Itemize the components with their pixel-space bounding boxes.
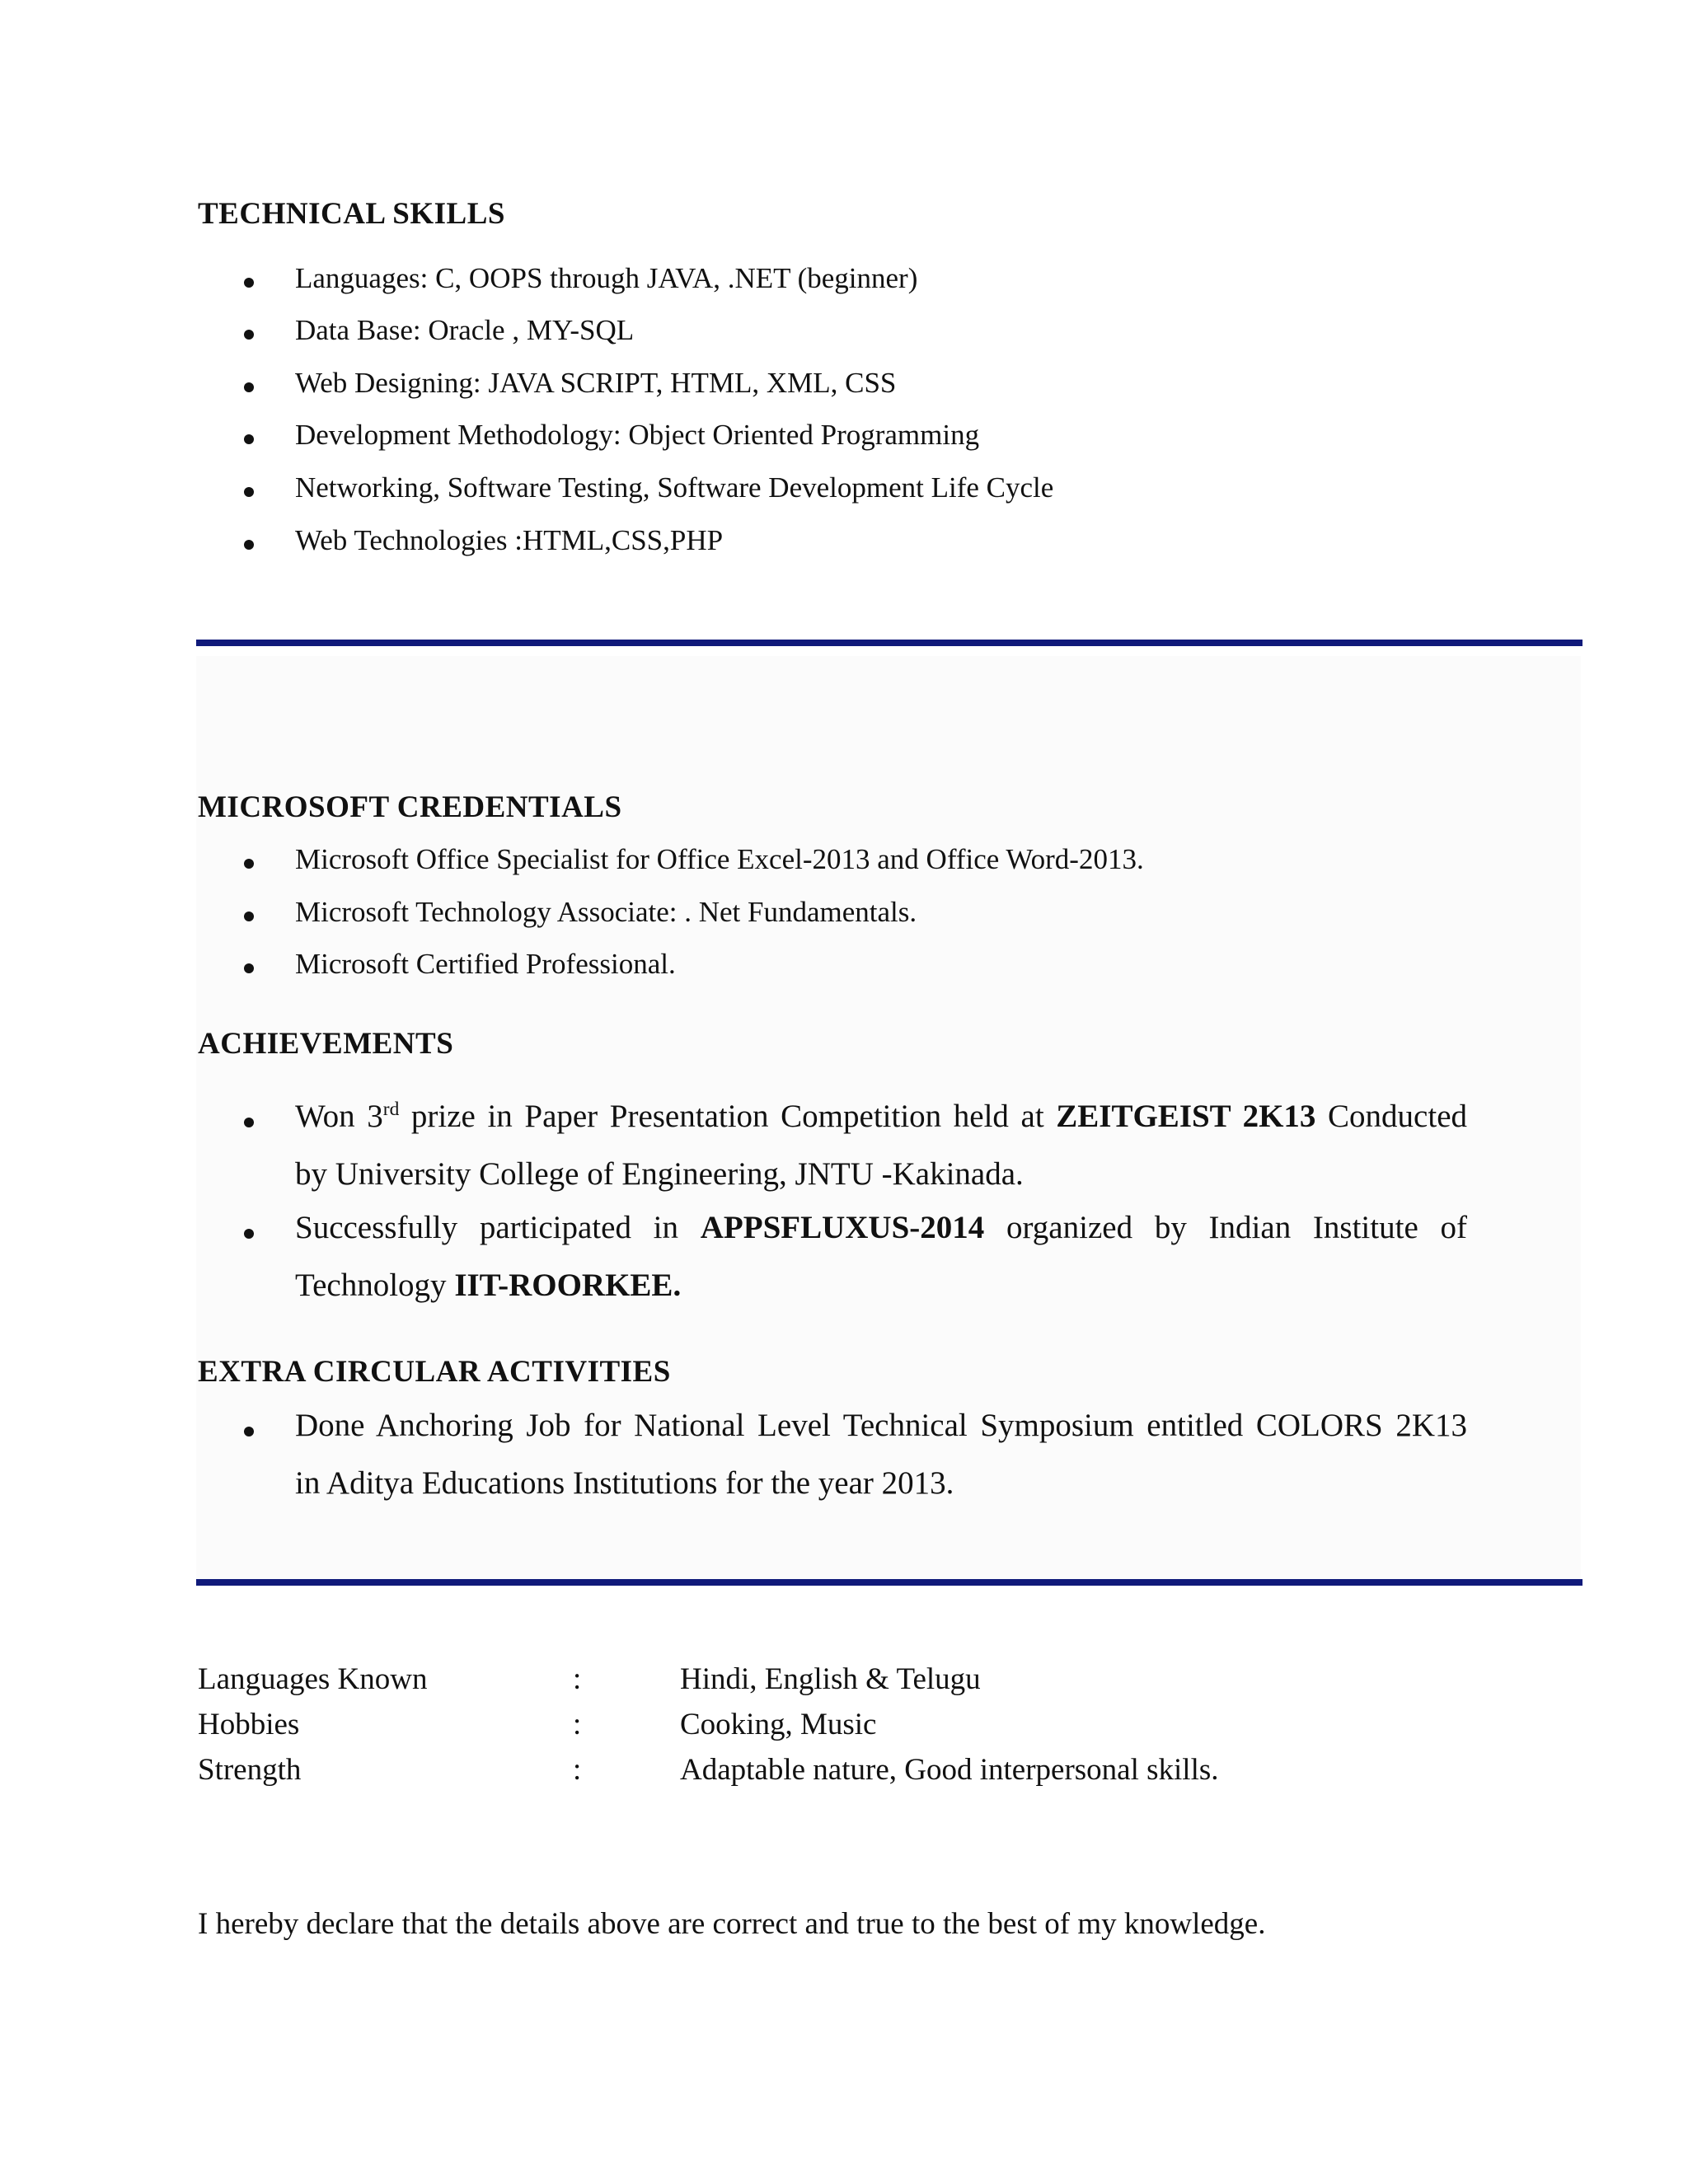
- technical-skills-heading: TECHNICAL SKILLS: [198, 197, 505, 231]
- achievement-item-zeitgeist: [295, 1098, 1467, 1135]
- declaration-text: I hereby declare that the details above are correct and true to the best of my knowledge.: [198, 1907, 1266, 1941]
- skill-item-methodology: Development Methodology: Object Oriented Programming: [295, 419, 980, 451]
- extra-circular-heading: EXTRA CIRCULAR ACTIVITIES: [198, 1355, 671, 1389]
- achievement-text: Successfully participated in: [295, 1210, 701, 1245]
- activity-item-anchoring: Done Anchoring Job for National Level Technical Symposium entitled COLORS 2K13: [295, 1408, 1467, 1443]
- skill-item-languages: Languages: C, OOPS through JAVA, .NET (beginner): [295, 262, 918, 294]
- skill-item-web-designing: Web Designing: JAVA SCRIPT, HTML, XML, CSS: [295, 367, 897, 399]
- event-name: ZEITGEIST 2K13: [1056, 1099, 1316, 1134]
- info-separator: :: [573, 1708, 582, 1741]
- info-value-hobbies: Cooking, Music: [680, 1708, 877, 1741]
- bullet-icon: [244, 540, 254, 550]
- achievement-item-zeitgeist-line2: by University College of Engineering, JNTU -Kakinada.: [295, 1156, 1024, 1192]
- achievement-text: prize in Paper Presentation Competition held at: [399, 1099, 1057, 1134]
- activity-item-anchoring-line2: in Aditya Educations Institutions for the year 2013.: [295, 1465, 954, 1501]
- bullet-icon: [244, 1118, 254, 1127]
- info-label-hobbies: Hobbies: [198, 1708, 300, 1741]
- info-label-strength: Strength: [198, 1753, 302, 1787]
- skill-item-networking: Networking, Software Testing, Software Development Life Cycle: [295, 471, 1054, 504]
- skill-item-web-technologies: Web Technologies :HTML,CSS,PHP: [295, 524, 724, 556]
- achievement-text: Won 3: [295, 1099, 383, 1134]
- credential-item-technology-associate: Microsoft Technology Associate: . Net Fundamentals.: [295, 896, 917, 928]
- section-divider: [196, 640, 1582, 646]
- event-name: APPSFLUXUS-2014: [700, 1210, 985, 1245]
- info-value-languages: Hindi, English & Telugu: [680, 1662, 981, 1696]
- bullet-icon: [244, 1427, 254, 1436]
- achievement-text: Conducted: [1315, 1099, 1468, 1134]
- info-label-languages: Languages Known: [198, 1662, 428, 1696]
- achievement-item-appsfluxus: [295, 1209, 1467, 1246]
- achievement-text: Technology: [295, 1268, 455, 1303]
- bullet-icon: [244, 912, 254, 921]
- ordinal-suffix: rd: [382, 1099, 400, 1120]
- section-divider: [196, 1579, 1582, 1586]
- bullet-icon: [244, 382, 254, 392]
- skill-item-database: Data Base: Oracle , MY-SQL: [295, 314, 635, 346]
- bullet-icon: [244, 434, 254, 444]
- achievement-text: organized by Indian Institute of: [984, 1210, 1467, 1245]
- microsoft-credentials-heading: MICROSOFT CREDENTIALS: [198, 790, 622, 824]
- achievement-item-appsfluxus-line2: [295, 1267, 681, 1304]
- info-separator: :: [573, 1662, 582, 1696]
- achievements-heading: ACHIEVEMENTS: [198, 1027, 454, 1061]
- bullet-icon: [244, 278, 254, 288]
- info-separator: :: [573, 1753, 582, 1787]
- bullet-icon: [244, 330, 254, 340]
- bullet-icon: [244, 1229, 254, 1239]
- credential-item-office-specialist: Microsoft Office Specialist for Office Excel-2013 and Office Word-2013.: [295, 843, 1144, 875]
- bullet-icon: [244, 859, 254, 869]
- credential-item-certified-professional: Microsoft Certified Professional.: [295, 948, 676, 980]
- info-value-strength: Adaptable nature, Good interpersonal skills.: [680, 1753, 1219, 1787]
- bullet-icon: [244, 963, 254, 973]
- institute-name: IIT-ROORKEE.: [454, 1268, 682, 1303]
- bullet-icon: [244, 487, 254, 497]
